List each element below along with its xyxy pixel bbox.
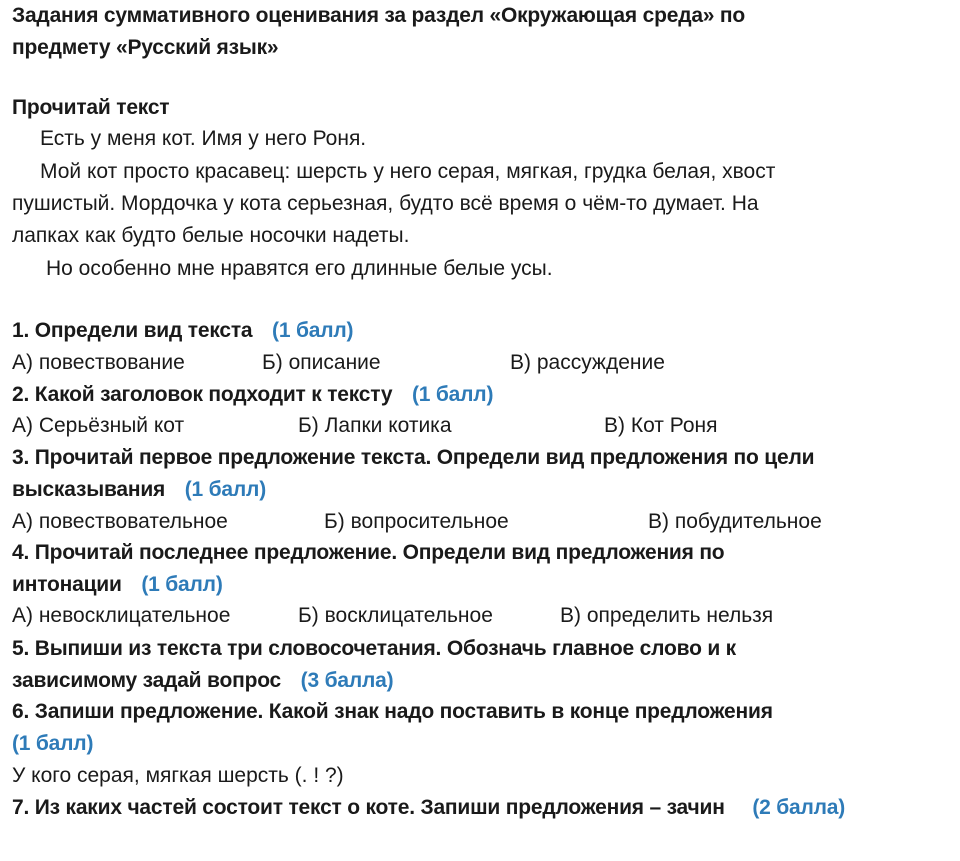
task-6-points: (1 балл) bbox=[12, 732, 94, 755]
task-3-option-a: А) повествовательное bbox=[12, 510, 228, 533]
task-2-option-c: В) Кот Роня bbox=[604, 414, 718, 437]
task-3-question-line-1: 3. Прочитай первое предложение текста. Определи вид предложения по цели bbox=[12, 446, 815, 469]
task-6-sentence: У кого серая, мягкая шерсть (. ! ?) bbox=[12, 764, 344, 787]
reading-paragraph-2-line-1: Мой кот просто красавец: шерсть у него серая, мягкая, грудка белая, хвост bbox=[40, 160, 776, 183]
task-7-points: (2 балла) bbox=[752, 796, 846, 819]
task-3-option-c: В) побудительное bbox=[648, 510, 822, 533]
task-5-question-line-2 bbox=[12, 667, 393, 695]
task-1-text: 1. Определи вид текста bbox=[12, 319, 253, 342]
title-line-1: Задания суммативного оценивания за раздел «Окружающая среда» по bbox=[12, 4, 746, 27]
task-7-question bbox=[12, 794, 845, 822]
task-3-option-b: Б) вопросительное bbox=[324, 510, 509, 533]
task-2-points: (1 балл) bbox=[412, 383, 494, 406]
task-4-text: интонации bbox=[12, 573, 122, 596]
task-3-question-line-2 bbox=[12, 476, 266, 504]
task-3-points: (1 балл) bbox=[184, 478, 266, 501]
reading-heading: Прочитай текст bbox=[12, 96, 170, 119]
reading-paragraph-3: Но особенно мне нравятся его длинные белые усы. bbox=[46, 257, 553, 280]
task-2-option-b: Б) Лапки котика bbox=[298, 414, 452, 437]
task-1-points: (1 балл) bbox=[272, 319, 354, 342]
task-4-question-line-2 bbox=[12, 571, 223, 599]
task-4-question-line-1: 4. Прочитай последнее предложение. Определи вид предложения по bbox=[12, 541, 725, 564]
task-1-option-b: Б) описание bbox=[262, 351, 381, 374]
task-6-question-line-1: 6. Запиши предложение. Какой знак надо поставить в конце предложения bbox=[12, 700, 773, 723]
task-4-option-b: Б) восклицательное bbox=[298, 604, 493, 627]
task-4-option-c: В) определить нельзя bbox=[560, 604, 774, 627]
task-3-text: высказывания bbox=[12, 478, 166, 501]
task-2-option-a: А) Серьёзный кот bbox=[12, 414, 185, 437]
task-5-text: зависимому задай вопрос bbox=[12, 669, 282, 692]
task-1-option-a: А) повествование bbox=[12, 351, 185, 374]
task-1-question bbox=[12, 317, 353, 345]
task-4-points: (1 балл) bbox=[141, 573, 223, 596]
task-4-option-a: А) невосклицательное bbox=[12, 604, 231, 627]
reading-paragraph-1: Есть у меня кот. Имя у него Роня. bbox=[40, 127, 367, 150]
reading-paragraph-2-line-3: лапках как будто белые носочки надеты. bbox=[12, 224, 410, 247]
task-5-points: (3 балла) bbox=[300, 669, 394, 692]
task-7-text: 7. Из каких частей состоит текст о коте. Запиши предложения – зачин bbox=[12, 796, 725, 819]
title-line-2: предмету «Русский язык» bbox=[12, 36, 279, 59]
task-2-question bbox=[12, 381, 493, 409]
task-5-question-line-1: 5. Выпиши из текста три словосочетания. Обозначь главное слово и к bbox=[12, 637, 736, 660]
reading-paragraph-2-line-2: пушистый. Мордочка у кота серьезная, будто всё время о чём-то думает. На bbox=[12, 192, 759, 215]
task-1-option-c: В) рассуждение bbox=[510, 351, 665, 374]
task-2-text: 2. Какой заголовок подходит к тексту bbox=[12, 383, 393, 406]
